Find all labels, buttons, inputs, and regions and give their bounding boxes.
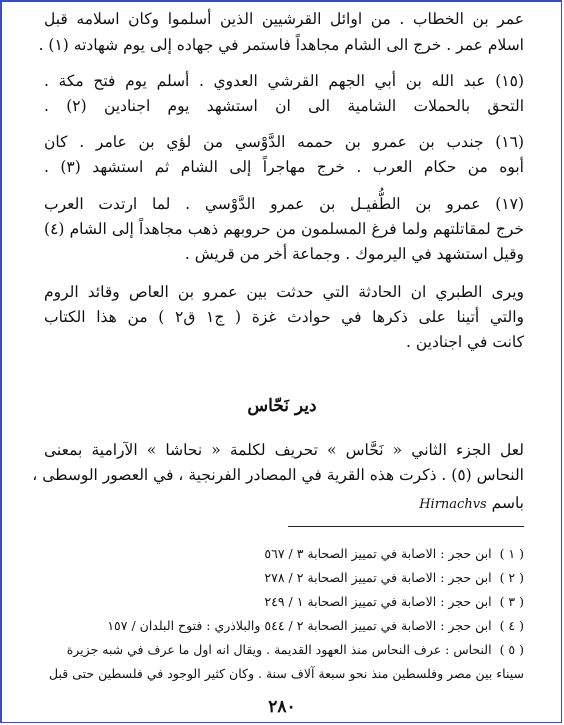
page-number: ٢٨٠ bbox=[268, 697, 296, 717]
last-line-prefix: باسم bbox=[491, 494, 524, 512]
body-line-7: (١٧) عمرو بن الطُّفيـل بن عمرو الدَّوْسي . لما ارتدت العرب bbox=[44, 195, 524, 213]
body-line-10: ويرى الطبري ان الحادثة التي حدثت بين عمرو بن العاص وقائد الروم bbox=[44, 283, 524, 301]
body-line-4: التحق بالحملات الشامية الى ان استشهد يوم اجنادين (٢) . bbox=[44, 97, 524, 115]
footnote-text: ابن حجر : الاصابة في تمييز الصحابة ٢ / ٥٤٤ والبلاذري : فتوح البلدان / ١٥٧ bbox=[107, 618, 492, 633]
latin-term: Hirnachvs bbox=[419, 497, 487, 512]
footnote-number: ( ٢ ) bbox=[499, 570, 524, 585]
footnote-2 bbox=[264, 569, 524, 587]
body-line-9: وقيل استشهد في اليرموك . وجماعة أخر من قريش . bbox=[184, 245, 524, 263]
footnote-text: النحاس : عرف النحاس منذ العهود القديمة . ويقال انه اول ما عرف في شبه جزيرة bbox=[66, 642, 492, 657]
body-line-11: والتي أتينا على ذكرها في حوادث غزة ( ج١ ق٢ ) من هذا الكتاب bbox=[44, 308, 524, 326]
footnote-divider bbox=[288, 526, 524, 527]
footnote-5 bbox=[67, 641, 524, 659]
footnote-5-continued bbox=[49, 665, 524, 683]
footnote-number: ( ٥ ) bbox=[499, 642, 524, 657]
body-line-13: لعل الجزء الثاني « نَحَّاس » تحريف لكلمة « نحاشا » الآرامية بمعنى bbox=[44, 441, 524, 459]
footnote-text: سيناء بين مصر وفلسطين منذ نحو سبعة آلاف سنة . وكان كثير الوجود في فلسطين حتى قبل bbox=[49, 666, 524, 681]
body-line-2: اسلام عمر . خرج الى الشام مجاهداً فاستمر في جهاده إلى يوم شهادته (١) . bbox=[38, 36, 524, 54]
body-line-14: النحاس (٥) . ذكرت هذه القرية في المصادر الفرنجية ، في العصور الوسطى ، bbox=[32, 466, 524, 484]
body-line-8: خرج لمقاتلتهم ولما فرغ المسلمون من حروبهم ذهب مجاهداً إلى الشام (٤) bbox=[44, 220, 524, 238]
footnote-number: ( ١ ) bbox=[499, 546, 524, 561]
body-line-12: كانت في اجنادين . bbox=[406, 333, 524, 351]
body-line-5: (١٦) جندب بن عمرو بن حممه الدَّوْسي من لؤي بن عامر . كان bbox=[44, 133, 524, 151]
footnote-4 bbox=[107, 617, 524, 635]
body-line-1: عمر بن الخطاب . من اوائل القرشيين الذين أسلموا وكان اسلامه قبل bbox=[44, 10, 524, 28]
footnote-text: ابن حجر : الاصابة في تمييز الصحابة ٣ / ٥٦٧ bbox=[264, 546, 492, 561]
footnote-number: ( ٤ ) bbox=[499, 618, 524, 633]
footnote-3 bbox=[264, 593, 524, 611]
footnote-1 bbox=[264, 545, 524, 563]
body-line-15 bbox=[419, 492, 524, 516]
section-heading: دير نَحّاس bbox=[247, 396, 317, 416]
footnote-text: ابن حجر : الاصابة في تمييز الصحابة ٢ / ٢٧٨ bbox=[264, 570, 492, 585]
body-line-6: أبوه من حكام العرب . خرج مهاجراً إلى الشام ثم استشهد (٣) . bbox=[44, 158, 524, 176]
body-line-3: (١٥) عبد الله بن أبي الجهم القرشي العدوي . أسلم يوم فتح مكة . bbox=[44, 72, 524, 90]
footnote-text: ابن حجر : الاصابة في تمييز الصحابة ١ / ٢٤٩ bbox=[264, 594, 492, 609]
footnote-number: ( ٣ ) bbox=[499, 594, 524, 609]
